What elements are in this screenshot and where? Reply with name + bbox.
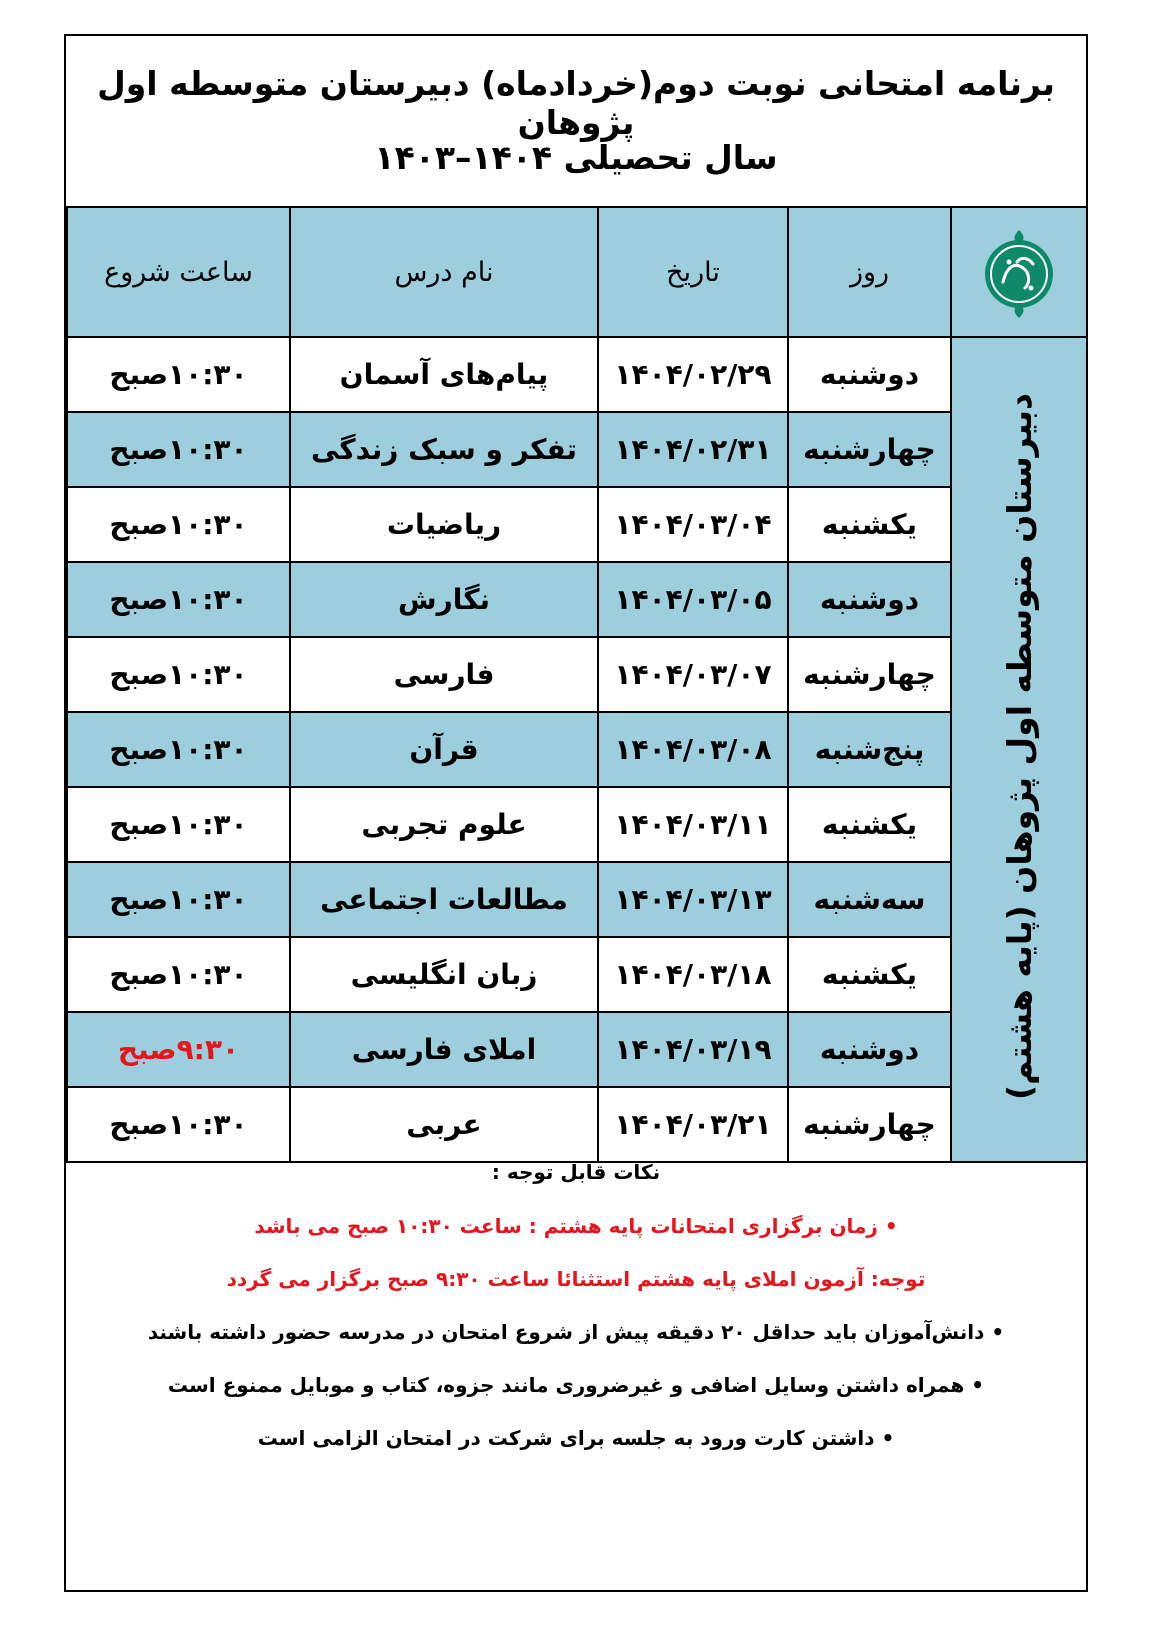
time-cell: ۱۰:۳۰صبح — [67, 937, 290, 1012]
table-row — [67, 712, 1087, 787]
table-row — [67, 637, 1087, 712]
note-item: • دانش‌آموزان باید حداقل ۲۰ دقیقه پیش از شروع امتحان در مدرسه حضور داشته باشند — [147, 1320, 1005, 1344]
subject-cell: ریاضیات — [290, 487, 598, 562]
day-cell: یکشنبه — [788, 937, 951, 1012]
subject-cell: نگارش — [290, 562, 598, 637]
day-cell: یکشنبه — [788, 487, 951, 562]
day-cell: دوشنبه — [788, 562, 951, 637]
date-cell: ۱۴۰۴/۰۳/۰۴ — [598, 487, 788, 562]
table-row — [67, 1087, 1087, 1162]
subject-cell: زبان انگلیسی — [290, 937, 598, 1012]
day-cell: چهارشنبه — [788, 637, 951, 712]
note-item: • زمان برگزاری امتحانات پایه هشتم : ساعت ۱۰:۳۰ صبح می باشد — [254, 1214, 898, 1238]
time-cell: ۱۰:۳۰صبح — [67, 337, 290, 412]
time-cell: ۱۰:۳۰صبح — [67, 562, 290, 637]
time-cell: ۱۰:۳۰صبح — [67, 862, 290, 937]
side-label: دبیرستان متوسطه اول پژوهان (پایه هشتم) — [999, 392, 1039, 1100]
table-row — [67, 1012, 1087, 1087]
note-item: • همراه داشتن وسایل اضافی و غیرضروری مانند جزوه، کتاب و موبایل ممنوع است — [167, 1373, 985, 1397]
time-cell: ۱۰:۳۰صبح — [67, 637, 290, 712]
column-header-subject: نام درس — [290, 207, 598, 337]
day-cell: دوشنبه — [788, 337, 951, 412]
table-row — [67, 562, 1087, 637]
subject-cell: عربی — [290, 1087, 598, 1162]
time-cell-exception: ۹:۳۰صبح — [67, 1012, 290, 1087]
table-row — [67, 862, 1087, 937]
table-row — [67, 787, 1087, 862]
table-row — [67, 412, 1087, 487]
note-item: توجه: آزمون املای پایه هشتم استثنائا ساعت ۹:۳۰ صبح برگزار می گردد — [226, 1267, 926, 1291]
date-cell: ۱۴۰۴/۰۳/۰۵ — [598, 562, 788, 637]
day-cell: پنج‌شنبه — [788, 712, 951, 787]
time-cell: ۱۰:۳۰صبح — [67, 712, 290, 787]
table-row — [67, 337, 1087, 412]
column-header-start-time: ساعت شروع — [67, 207, 290, 337]
subject-cell: پیام‌های آسمان — [290, 337, 598, 412]
time-cell: ۱۰:۳۰صبح — [67, 787, 290, 862]
time-cell: ۱۰:۳۰صبح — [67, 1087, 290, 1162]
subject-cell: تفکر و سبک زندگی — [290, 412, 598, 487]
time-cell: ۱۰:۳۰صبح — [67, 487, 290, 562]
date-cell: ۱۴۰۴/۰۳/۰۸ — [598, 712, 788, 787]
subject-cell: املای فارسی — [290, 1012, 598, 1087]
date-cell: ۱۴۰۴/۰۳/۱۹ — [598, 1012, 788, 1087]
note-item: • داشتن کارت ورود به جلسه برای شرکت در امتحان الزامی است — [257, 1426, 895, 1450]
date-cell: ۱۴۰۴/۰۳/۱۳ — [598, 862, 788, 937]
page-title: برنامه امتحانی نوبت دوم(خردادماه) دبیرستان متوسطه اول پژوهان — [97, 64, 1055, 142]
date-cell: ۱۴۰۴/۰۳/۲۱ — [598, 1087, 788, 1162]
day-cell: دوشنبه — [788, 1012, 951, 1087]
subject-cell: مطالعات اجتماعی — [290, 862, 598, 937]
subject-cell: فارسی — [290, 637, 598, 712]
academic-year: سال تحصیلی ۱۴۰۴–۱۴۰۳ — [374, 138, 778, 177]
date-cell: ۱۴۰۴/۰۲/۲۹ — [598, 337, 788, 412]
school-logo-icon — [973, 222, 1065, 322]
subject-cell: علوم تجربی — [290, 787, 598, 862]
school-logo — [973, 222, 1065, 322]
column-header-day: روز — [788, 207, 951, 337]
title-box — [66, 36, 1086, 208]
document-frame — [64, 34, 1088, 1592]
logo-cell — [951, 207, 1087, 337]
table-row — [67, 487, 1087, 562]
side-label-cell — [951, 337, 1087, 1162]
date-cell: ۱۴۰۴/۰۳/۱۱ — [598, 787, 788, 862]
day-cell: چهارشنبه — [788, 412, 951, 487]
date-cell: ۱۴۰۴/۰۳/۰۷ — [598, 637, 788, 712]
exam-schedule-table — [66, 206, 1088, 1163]
date-cell: ۱۴۰۴/۰۲/۳۱ — [598, 412, 788, 487]
day-cell: چهارشنبه — [788, 1087, 951, 1162]
time-cell: ۱۰:۳۰صبح — [67, 412, 290, 487]
date-cell: ۱۴۰۴/۰۳/۱۸ — [598, 937, 788, 1012]
subject-cell: قرآن — [290, 712, 598, 787]
table-header-row — [67, 207, 1087, 337]
notes-heading: نکات قابل توجه : — [491, 1160, 661, 1184]
day-cell: سه‌شنبه — [788, 862, 951, 937]
day-cell: یکشنبه — [788, 787, 951, 862]
column-header-date: تاریخ — [598, 207, 788, 337]
table-row — [67, 937, 1087, 1012]
